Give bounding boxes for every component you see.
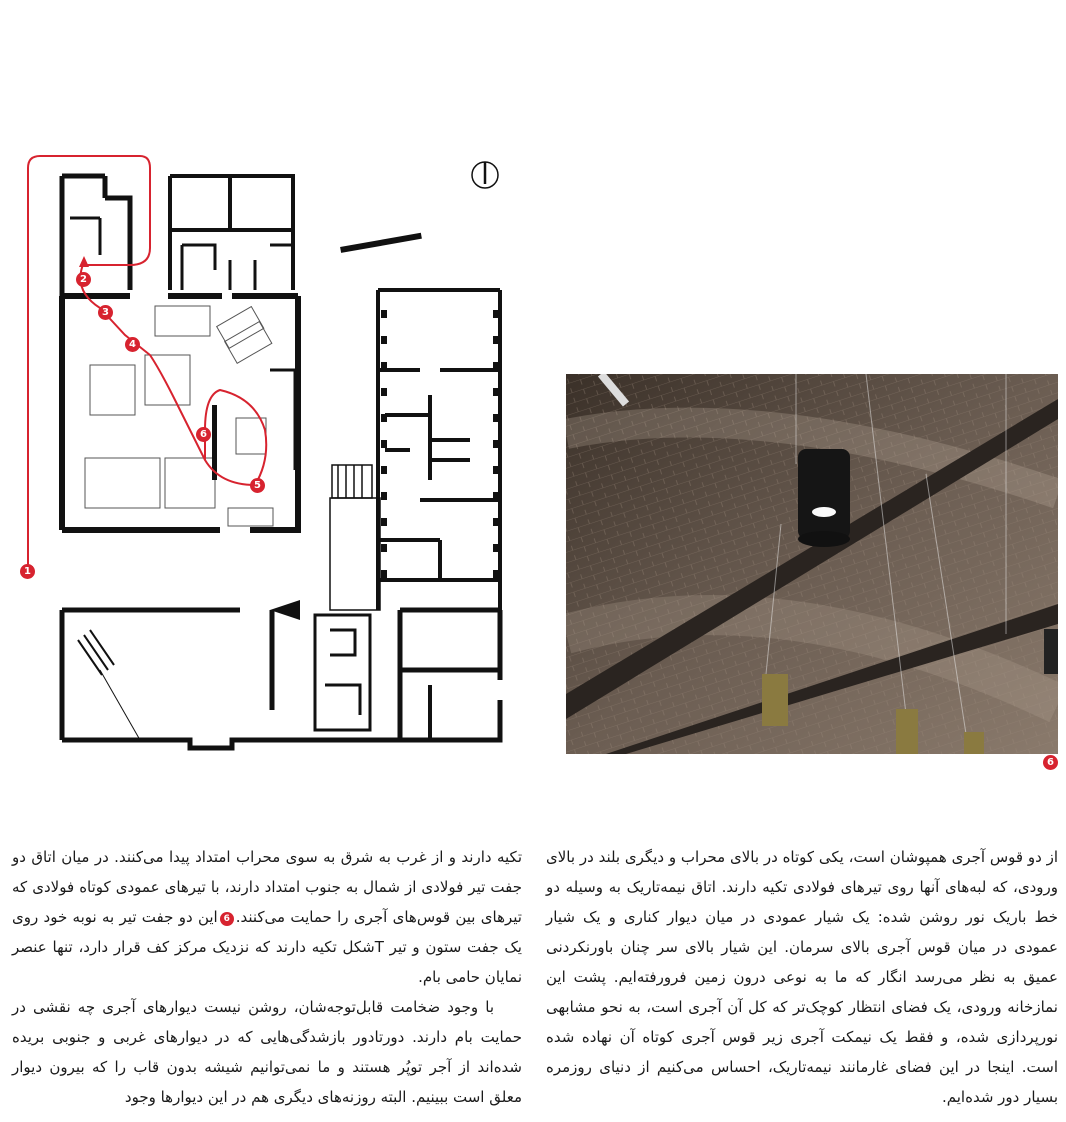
route-marker-4: 4 bbox=[125, 337, 140, 352]
route-marker-6: 6 bbox=[196, 427, 211, 442]
paragraph bbox=[12, 842, 522, 992]
photo-number-badge: 6 bbox=[1043, 755, 1058, 770]
route-marker-2: 2 bbox=[76, 272, 91, 287]
text-column-right bbox=[546, 842, 1058, 1112]
figure-reference-badge: 6 bbox=[220, 912, 234, 926]
floor-plan bbox=[0, 140, 530, 760]
north-compass-icon bbox=[472, 162, 498, 188]
paragraph: از دو قوس آجری همپوشان است، یکی کوتاه در بالای محراب و دیگری بلند در بالای ورودی، که لبه‌های آنها روی تیرهای فولادی تکیه دارند. اتاق نیمه‌تاریک به وسیله دو خط باریک نور روشن شده: یک شیار عمودی در میان دیوار کناری و یک شیار عمودی در میان قوس آجری بالای سرمان. این شیار بالای سر چنان باورنکردنی عمیق به نظر می‌رسد انگار که ما به نوعی درون زمین فرورفته‌ایم. پشت این نمازخانه ورودی، یک فضای انتظار کوچک‌تر که کل آن آجری است، به نحو مشابهی نورپردازی شده، و فقط یک نیمکت آجری زیر قوس آجری کوتاه آن نهاده شده است. اینجا در این فضای غارمانند نیمه‌تاریک، احساس می‌کنیم از دنیای روزمره بسیار دور شده‌ایم. bbox=[546, 848, 1058, 1106]
route-marker-3: 3 bbox=[98, 305, 113, 320]
floor-plan-drawing bbox=[0, 140, 530, 760]
brick-vault-ceiling-photo bbox=[566, 374, 1058, 754]
paragraph: با وجود ضخامت قابل‌توجه‌شان، روشن نیست دیوارهای آجری چه نقشی در حمایت بام دارند. دورتادور بازشدگی‌هایی که در دیوارهای غربی و جنوبی بریده شده‌اند از آجر توپُر هستند و ما نمی‌توانیم شیشه بدون قاب را که بیرون دیوار معلق است ببینیم. البته روزنه‌های دیگری هم در این دیوارها وجود bbox=[12, 998, 522, 1106]
route-marker-1: 1 bbox=[20, 564, 35, 579]
interior-photo bbox=[566, 374, 1058, 768]
text-column-left bbox=[12, 842, 522, 1112]
paragraph-text: این دو جفت تیر به نوبه خود روی یک جفت ستون و تیر Tشکل تکیه دارند که نزدیک مرکز کف قرار دارد، تنها عنصر نمایان حامی بام. bbox=[12, 908, 522, 986]
route-marker-5: 5 bbox=[250, 478, 265, 493]
paragraph-text: تکیه دارند و از غرب به شرق به سوی محراب امتداد پیدا می‌کنند. در میان اتاق دو جفت تیر فولادی از شمال به جنوب امتداد دارند، با تیرهای عمودی کوتاه فولادی که تیرهای بین قوس‌های آجری را حمایت می‌کنند. bbox=[12, 848, 522, 926]
